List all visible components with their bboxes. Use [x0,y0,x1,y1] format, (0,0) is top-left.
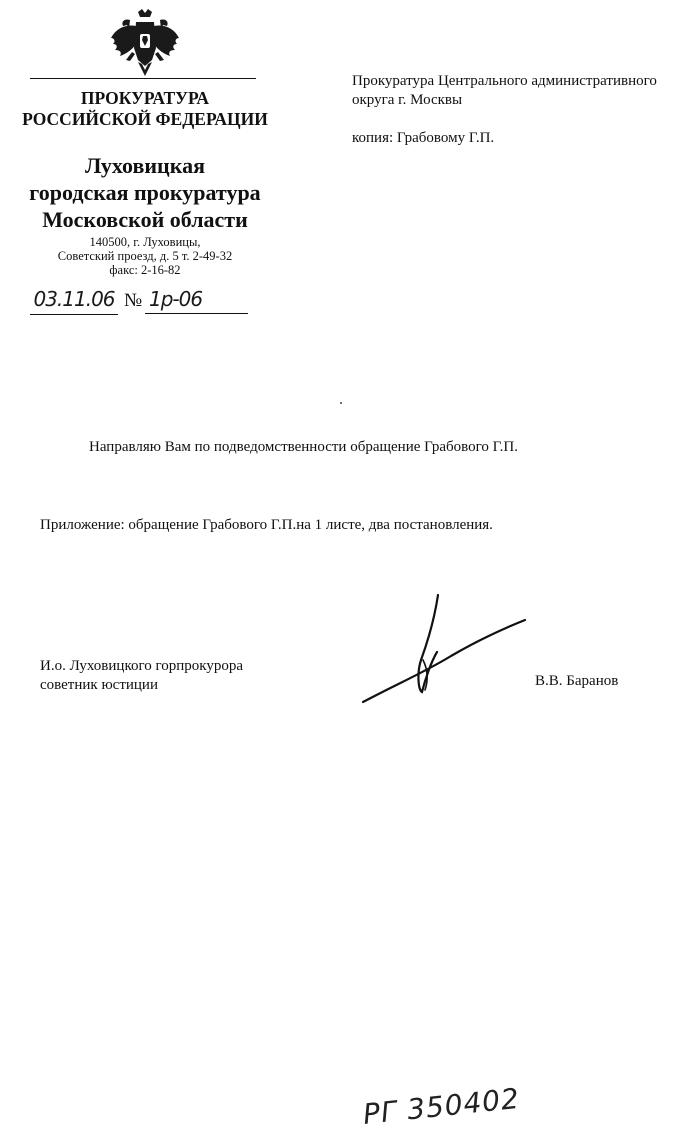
office-name-line: Московской области [42,207,248,232]
handwritten-signature [355,590,535,710]
signatory-title [40,657,340,695]
organization-name [0,88,290,130]
registration-number: 1р-06 [145,286,248,314]
header-divider [30,78,256,79]
address-line: факс: 2-16-82 [109,263,181,277]
attachment-note: Приложение: обращение Грабового Г.П.на 1 листе, два постановления. [40,517,493,533]
office-address [0,235,290,277]
copy-recipient: копия: Грабовому Г.П. [352,130,495,146]
address-line: Советский проезд, д. 5 т. 2-49-32 [57,249,233,263]
org-name-line: РОССИЙСКОЙ ФЕДЕРАЦИИ [22,109,268,129]
letter-body: Направляю Вам по подведомственности обращение Грабового Г.П. [89,439,518,455]
addressee [352,72,692,110]
signatory-name: В.В. Баранов [535,673,619,689]
addressee-line: Прокуратура Центрального административного [352,73,657,89]
registration-number-label: № [124,290,143,311]
scan-speck [340,402,342,404]
office-name [0,152,290,233]
signatory-title-line: И.о. Луховицкого горпрокурора [40,658,244,674]
signatory-title-line: советник юстиции [40,677,158,693]
address-line: 140500, г. Луховицы, [89,235,201,249]
registration-date: 03.11.06 [30,286,118,315]
office-name-line: Луховицкая [85,153,205,178]
inbound-registration-stamp: РГ 350402 [361,1081,522,1132]
addressee-line: округа г. Москвы [352,92,463,108]
org-name-line: ПРОКУРАТУРА [80,88,210,108]
double-headed-eagle-icon [108,8,182,78]
office-name-line: городская прокуратура [29,180,261,205]
